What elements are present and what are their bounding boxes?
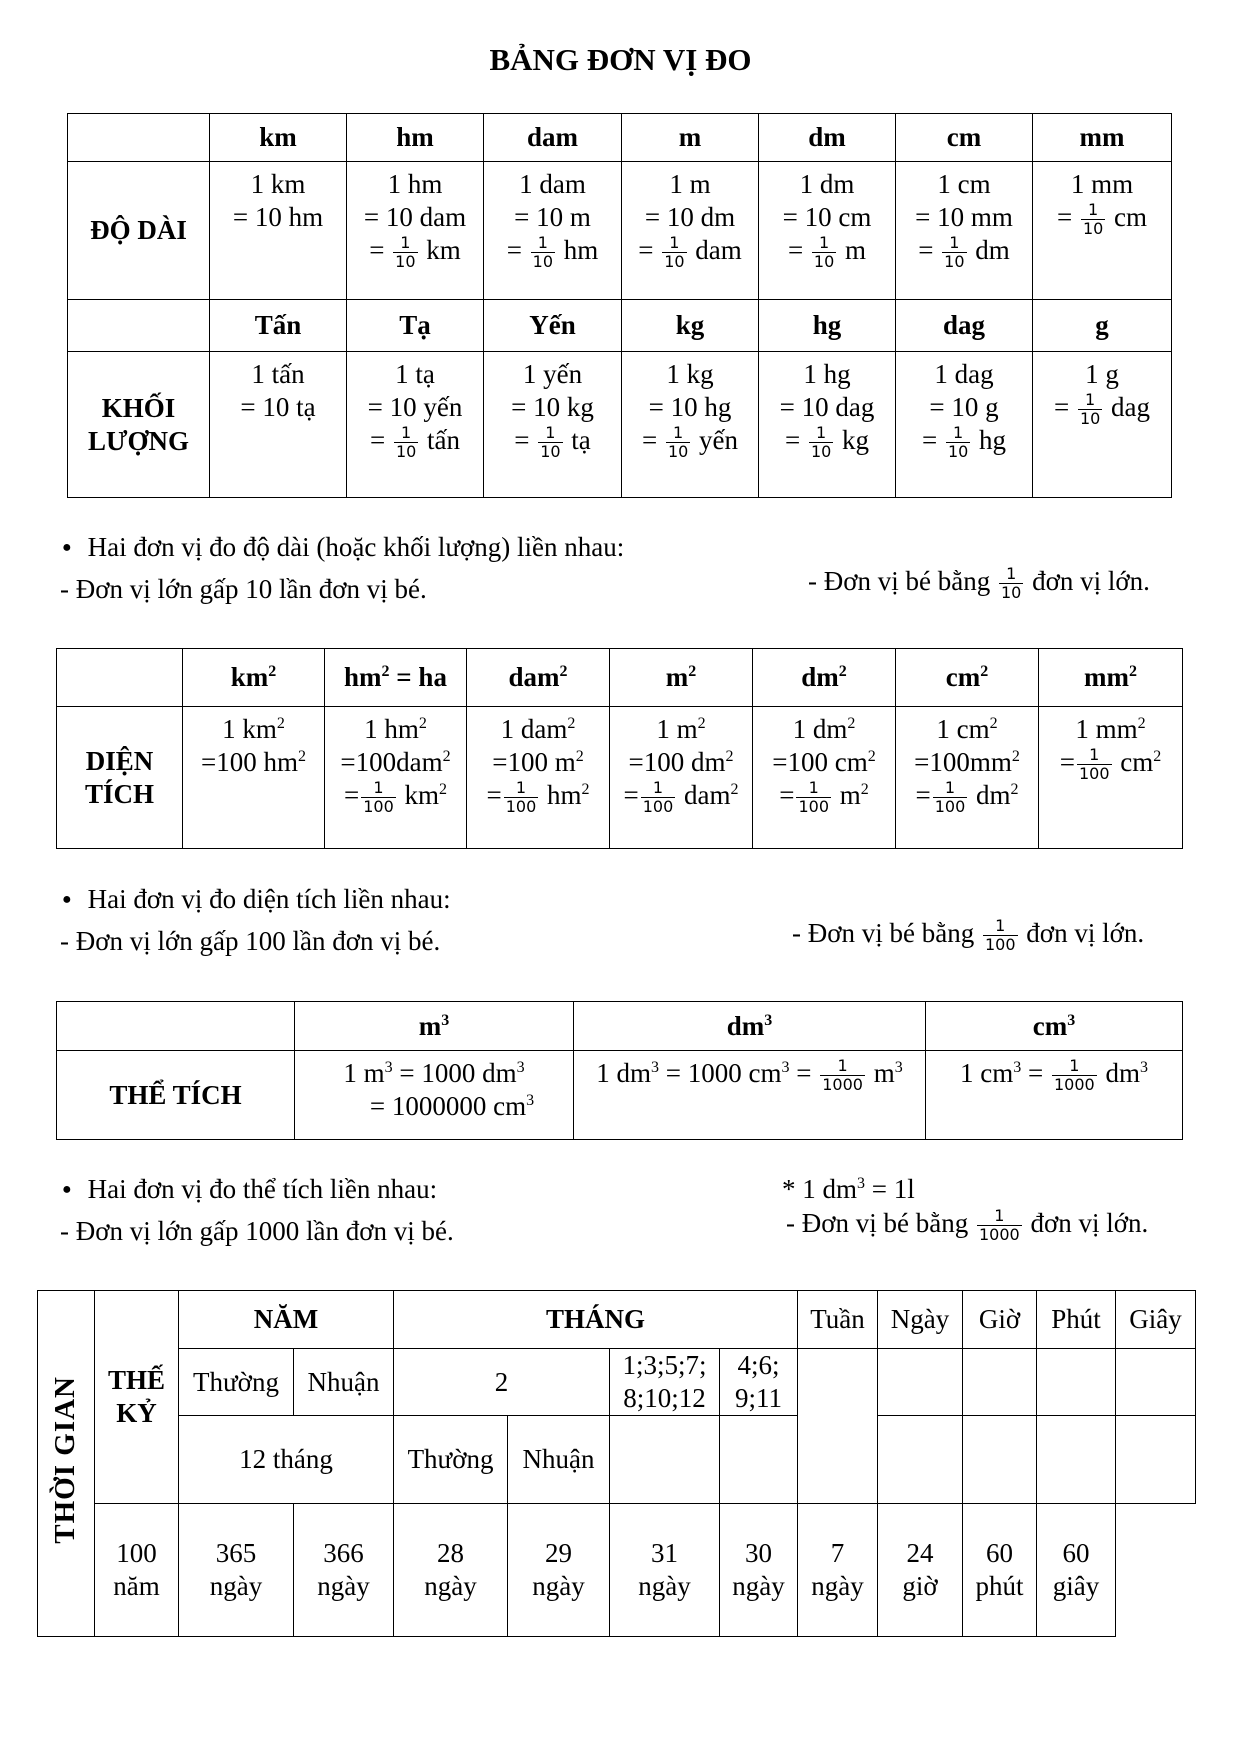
length-header: m bbox=[622, 114, 759, 162]
time-value: 30 ngày bbox=[720, 1504, 798, 1637]
area-cell bbox=[1039, 707, 1183, 849]
fraction-line: = $\frac{1}{10}$ yến bbox=[641, 422, 739, 461]
note-bullet: ● Hai đơn vị đo diện tích liền nhau: bbox=[62, 884, 451, 915]
mass-header: Tấn bbox=[210, 300, 347, 352]
fraction-line: = $\frac{1}{100}$ $hm^2$ bbox=[486, 777, 590, 816]
area-header: $dm^2$ bbox=[753, 649, 896, 707]
volume-header-row bbox=[57, 1002, 1183, 1051]
time-values-row bbox=[38, 1504, 1196, 1637]
page-title: BẢNG ĐƠN VỊ ĐO bbox=[489, 42, 752, 77]
empty-cell bbox=[1116, 1349, 1196, 1416]
fraction: $\frac{1}{10}$ bbox=[947, 422, 969, 461]
empty-cell bbox=[720, 1416, 798, 1504]
area-table bbox=[56, 648, 1183, 849]
time-value: 100 năm bbox=[95, 1504, 179, 1637]
fraction: $\frac{1}{100}$ bbox=[985, 916, 1016, 954]
cell-line: 1 tấn bbox=[251, 359, 305, 389]
cell-line: 1 dag bbox=[934, 359, 994, 389]
cell-line: = 1000000 $cm^3$ bbox=[369, 1090, 535, 1121]
note-right: - Đơn vị bé bằng $\frac{1}{100}$ đơn vị lớn. bbox=[792, 916, 1145, 954]
fraction: $\frac{1}{1000}$ bbox=[1054, 1056, 1095, 1094]
year-regular: Thường bbox=[179, 1349, 294, 1416]
area-cell bbox=[610, 707, 753, 849]
fraction-line: = $\frac{1}{100}$ dam$^2$ bbox=[623, 777, 739, 816]
second-header: Giây bbox=[1116, 1291, 1196, 1349]
empty-cell bbox=[798, 1349, 878, 1504]
area-row bbox=[57, 707, 1183, 849]
mass-header: dag bbox=[896, 300, 1033, 352]
area-header: $km^2$ bbox=[183, 649, 325, 707]
mass-header: g bbox=[1033, 300, 1172, 352]
area-header: $cm^2$ bbox=[896, 649, 1039, 707]
length-cell bbox=[622, 162, 759, 300]
fraction: $\frac{1}{10}$ bbox=[667, 422, 689, 461]
length-header: dm bbox=[759, 114, 896, 162]
cell-line: 1 $dm^3 = 1000$ $cm^3$ = $\frac{1}{1000}$ $m^3$ bbox=[596, 1056, 903, 1094]
fraction: $\frac{1}{1000}$ bbox=[822, 1056, 863, 1094]
mass-cell bbox=[347, 352, 484, 498]
cell-line: 1 dam bbox=[519, 169, 586, 199]
time-row-3 bbox=[38, 1416, 1196, 1504]
hour-header: Giờ bbox=[963, 1291, 1037, 1349]
fraction: $\frac{1}{10}$ bbox=[395, 422, 417, 461]
cell-line: 1 km bbox=[250, 169, 306, 199]
note-bullet: ● Hai đơn vị đo thể tích liền nhau: bbox=[62, 1174, 437, 1205]
cell-line: 1 $cm^2$ bbox=[936, 714, 998, 744]
area-cell bbox=[467, 707, 610, 849]
fraction: $\frac{1}{10}$ bbox=[664, 232, 685, 271]
feb-leap: Nhuận bbox=[508, 1416, 610, 1504]
length-cell bbox=[759, 162, 896, 300]
time-value: 7 ngày bbox=[798, 1504, 878, 1637]
month-feb: 2 bbox=[394, 1349, 610, 1416]
year-leap: Nhuận bbox=[294, 1349, 394, 1416]
cell-line: =100 $cm^2$ bbox=[772, 746, 876, 777]
length-header: hm bbox=[347, 114, 484, 162]
day-header: Ngày bbox=[878, 1291, 963, 1349]
cell-line: 1 mm bbox=[1070, 169, 1134, 199]
fraction-line: = $\frac{1}{10}$ cm bbox=[1056, 199, 1148, 238]
cell-line: 1 hg bbox=[803, 359, 851, 389]
fraction: $\frac{1}{100}$ bbox=[363, 777, 394, 816]
cell-line: 1 $m^3 = 1000$ $dm^3$ bbox=[343, 1058, 525, 1088]
cell-line: 1 dam$^2$ bbox=[500, 714, 576, 744]
cell-line: 1 cm bbox=[937, 169, 991, 199]
time-value: 24 giờ bbox=[878, 1504, 963, 1637]
time-row-2 bbox=[38, 1349, 1196, 1416]
cell-line: = 10 hm bbox=[232, 201, 324, 232]
note-right: - Đơn vị bé bằng $\frac{1}{10}$ đơn vị lớn. bbox=[808, 564, 1150, 602]
cell-line: = 10 dam bbox=[363, 201, 467, 232]
length-row bbox=[68, 162, 1172, 300]
volume-header: $dm^3$ bbox=[574, 1002, 926, 1051]
fraction-line: = $\frac{1}{10}$ dam bbox=[638, 232, 742, 271]
empty-corner bbox=[68, 300, 210, 352]
empty-corner bbox=[57, 1002, 295, 1051]
fraction: $\frac{1}{10}$ bbox=[944, 232, 965, 271]
fraction: $\frac{1}{10}$ bbox=[1082, 199, 1104, 238]
mass-cell bbox=[484, 352, 622, 498]
cell-line: = 10 cm bbox=[782, 201, 872, 232]
feb-regular: Thường bbox=[394, 1416, 508, 1504]
fraction: $\frac{1}{100}$ bbox=[642, 777, 674, 816]
fraction: $\frac{1}{100}$ bbox=[1078, 744, 1110, 783]
mass-label: KHỐI LƯỢNG bbox=[68, 352, 210, 498]
fraction: $\frac{1}{10}$ bbox=[1001, 564, 1022, 602]
cell-line: = 10 kg bbox=[511, 391, 594, 422]
mass-cell bbox=[896, 352, 1033, 498]
length-header: mm bbox=[1033, 114, 1172, 162]
cell-line: 1 kg bbox=[666, 359, 714, 389]
cell-line: 1 $mm^2$ bbox=[1075, 714, 1146, 744]
months-30: 4;6; 9;11 bbox=[720, 1349, 798, 1416]
time-value: 365 ngày bbox=[179, 1504, 294, 1637]
mass-header-row bbox=[68, 300, 1172, 352]
note-left: - Đơn vị lớn gấp 1000 lần đơn vị bé. bbox=[60, 1216, 454, 1246]
area-header: $hm^2$ = ha bbox=[325, 649, 467, 707]
cell-line: 1 yến bbox=[522, 359, 583, 389]
week-header: Tuần bbox=[798, 1291, 878, 1349]
volume-table bbox=[56, 1001, 1183, 1140]
empty-cell bbox=[878, 1416, 963, 1504]
cell-line: 1 hm bbox=[387, 169, 443, 199]
length-header: cm bbox=[896, 114, 1033, 162]
empty-corner bbox=[57, 649, 183, 707]
empty-cell bbox=[1037, 1416, 1116, 1504]
cell-line: $=100mm^2$ bbox=[914, 746, 1020, 777]
fraction-line: = $\frac{1}{100}$ $cm^2$ bbox=[1059, 744, 1162, 783]
cell-line: = 10 yến bbox=[367, 391, 463, 422]
century-label: THẾ KỶ bbox=[95, 1291, 179, 1504]
mass-header: Tạ bbox=[347, 300, 484, 352]
empty-cell bbox=[610, 1416, 720, 1504]
twelve-months: 12 tháng bbox=[179, 1416, 394, 1504]
cell-line: = 10 hg bbox=[648, 391, 732, 422]
length-cell bbox=[484, 162, 622, 300]
area-label: DIỆN TÍCH bbox=[57, 707, 183, 849]
fraction-line: = $\frac{1}{100}$ $dm^2$ bbox=[915, 777, 1019, 816]
fraction: $\frac{1}{100}$ bbox=[505, 777, 537, 816]
empty-cell bbox=[963, 1416, 1037, 1504]
time-value: 60 giây bbox=[1037, 1504, 1116, 1637]
time-row-1 bbox=[38, 1291, 1196, 1349]
cell-line: = 10 dag bbox=[779, 391, 875, 422]
length-header-row bbox=[68, 114, 1172, 162]
length-cell bbox=[1033, 162, 1172, 300]
time-value: 28 ngày bbox=[394, 1504, 508, 1637]
cell-line: =100dam$^2$ bbox=[340, 746, 451, 777]
cell-line: 1 $dm^2$ bbox=[792, 714, 856, 744]
cell-line: =100 $hm^2$ bbox=[201, 746, 306, 777]
mass-row bbox=[68, 352, 1172, 498]
empty-cell bbox=[1037, 1349, 1116, 1416]
cell-line: = 10 dm bbox=[644, 201, 736, 232]
fraction: $\frac{1}{100}$ bbox=[934, 777, 966, 816]
year-header: NĂM bbox=[179, 1291, 394, 1349]
fraction-line: = $\frac{1}{10}$ km bbox=[369, 232, 461, 271]
area-header: dam$^2$ bbox=[467, 649, 610, 707]
fraction-line: = $\frac{1}{10}$ tấn bbox=[369, 422, 461, 461]
fraction: $\frac{1}{10}$ bbox=[532, 232, 554, 271]
cell-line: 1 dm bbox=[799, 169, 855, 199]
mass-cell bbox=[210, 352, 347, 498]
note-right: - Đơn vị bé bằng $\frac{1}{1000}$ đơn vị lớn. bbox=[786, 1206, 1149, 1244]
area-cell bbox=[753, 707, 896, 849]
cell-line: 1 $km^2$ bbox=[222, 714, 285, 744]
cell-line: = 10 m bbox=[514, 201, 591, 232]
mass-header: kg bbox=[622, 300, 759, 352]
fraction: $\frac{1}{100}$ bbox=[798, 777, 829, 816]
minute-header: Phút bbox=[1037, 1291, 1116, 1349]
fraction: $\frac{1}{10}$ bbox=[540, 422, 561, 461]
mass-cell bbox=[759, 352, 896, 498]
fraction: $\frac{1}{1000}$ bbox=[979, 1206, 1020, 1244]
cell-line: = 10 tạ bbox=[240, 391, 316, 422]
length-cell bbox=[347, 162, 484, 300]
length-cell bbox=[896, 162, 1033, 300]
cell-line: =100 $m^2$ bbox=[492, 746, 584, 777]
length-cell bbox=[210, 162, 347, 300]
volume-header: $cm^3$ bbox=[926, 1002, 1183, 1051]
cell-line: 1 $m^2$ bbox=[656, 714, 706, 744]
fraction-line: = $\frac{1}{100}$ $m^2$ bbox=[779, 777, 869, 816]
area-cell bbox=[183, 707, 325, 849]
mass-header: hg bbox=[759, 300, 896, 352]
time-table bbox=[37, 1290, 1196, 1637]
cell-line: 1 $hm^2$ bbox=[364, 714, 427, 744]
length-label: ĐỘ DÀI bbox=[68, 162, 210, 300]
cell-line: = 10 g bbox=[929, 391, 999, 422]
length-mass-table bbox=[67, 113, 1172, 498]
time-label: THỜI GIAN bbox=[38, 1291, 95, 1637]
note-left: - Đơn vị lớn gấp 10 lần đơn vị bé. bbox=[60, 574, 427, 604]
fraction-line: = $\frac{1}{10}$ hm bbox=[506, 232, 599, 271]
cell-line: 1 m bbox=[669, 169, 711, 199]
fraction-line: = $\frac{1}{10}$ hg bbox=[921, 422, 1007, 461]
volume-header: $m^3$ bbox=[295, 1002, 574, 1051]
area-cell bbox=[896, 707, 1039, 849]
empty-cell bbox=[963, 1349, 1037, 1416]
fraction: $\frac{1}{10}$ bbox=[1079, 389, 1101, 428]
empty-cell bbox=[1116, 1416, 1196, 1504]
area-header: $m^2$ bbox=[610, 649, 753, 707]
fraction: $\frac{1}{10}$ bbox=[810, 422, 832, 461]
volume-row bbox=[57, 1051, 1183, 1140]
fraction-line: = $\frac{1}{100}$ $km^2$ bbox=[343, 777, 448, 816]
month-header: THÁNG bbox=[394, 1291, 798, 1349]
fraction-line: = $\frac{1}{10}$ dm bbox=[918, 232, 1010, 271]
cell-line: 1 g bbox=[1085, 359, 1119, 389]
mass-header: Yến bbox=[484, 300, 622, 352]
area-cell bbox=[325, 707, 467, 849]
volume-cell bbox=[574, 1051, 926, 1140]
time-value: 60 phút bbox=[963, 1504, 1037, 1637]
volume-cell bbox=[295, 1051, 574, 1140]
months-31: 1;3;5;7; 8;10;12 bbox=[610, 1349, 720, 1416]
fraction-line: = $\frac{1}{10}$ m bbox=[787, 232, 867, 271]
note-extra: * 1 $dm^3 = 1l$ bbox=[782, 1174, 915, 1204]
area-header-row bbox=[57, 649, 1183, 707]
cell-line: =100 $dm^2$ bbox=[628, 746, 734, 777]
length-header: dam bbox=[484, 114, 622, 162]
cell-line: 1 $cm^3$ = $\frac{1}{1000}$ $dm^3$ bbox=[960, 1056, 1148, 1094]
time-value: 366 ngày bbox=[294, 1504, 394, 1637]
cell-line: 1 tạ bbox=[395, 359, 435, 389]
time-value: 29 ngày bbox=[508, 1504, 610, 1637]
cell-line: = 10 mm bbox=[915, 201, 1013, 232]
fraction-line: = $\frac{1}{10}$ kg bbox=[784, 422, 870, 461]
area-header: $mm^2$ bbox=[1039, 649, 1183, 707]
volume-cell bbox=[926, 1051, 1183, 1140]
mass-cell bbox=[622, 352, 759, 498]
fraction-line: = $\frac{1}{10}$ dag bbox=[1053, 389, 1151, 428]
mass-cell bbox=[1033, 352, 1172, 498]
empty-corner bbox=[68, 114, 210, 162]
empty-cell bbox=[878, 1349, 963, 1416]
note-left: - Đơn vị lớn gấp 100 lần đơn vị bé. bbox=[60, 926, 441, 956]
volume-label: THỂ TÍCH bbox=[57, 1051, 295, 1140]
fraction-line: = $\frac{1}{10}$ tạ bbox=[514, 422, 591, 461]
length-header: km bbox=[210, 114, 347, 162]
fraction: $\frac{1}{10}$ bbox=[395, 232, 416, 271]
fraction: $\frac{1}{10}$ bbox=[813, 232, 835, 271]
note-bullet: ● Hai đơn vị đo độ dài (hoặc khối lượng) liền nhau: bbox=[62, 532, 624, 563]
time-value: 31 ngày bbox=[610, 1504, 720, 1637]
